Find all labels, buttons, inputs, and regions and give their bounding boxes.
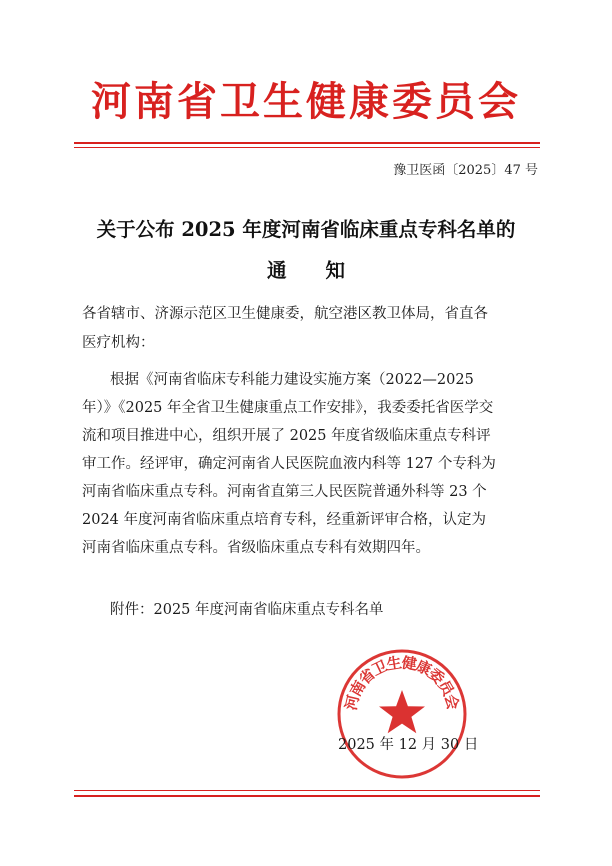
body-line: 河南省临床重点专科。省级临床重点专科有效期四年。 (82, 540, 430, 556)
document-number: 豫卫医函〔2025〕47 号 (393, 163, 538, 178)
body-line: 年）》《2025 年全省卫生健康重点工作安排》，我委委托省医学交 (82, 400, 494, 416)
issue-date: 2025 年 12 月 30 日 (338, 737, 479, 753)
star-icon (379, 690, 425, 733)
letterhead-rule-thin (74, 147, 540, 148)
body-line: 根据《河南省临床专科能力建设实施方案（2022—2025 (110, 372, 474, 388)
document-title-line2: 通 知 (266, 259, 345, 282)
letterhead-rule-thick (74, 142, 540, 144)
addressee-line: 医疗机构： (82, 335, 155, 351)
document-title-line1: 关于公布 2025 年度河南省临床重点专科名单的 (96, 218, 516, 241)
footer-rule-thick (74, 795, 540, 797)
footer-rule-thin (74, 790, 540, 791)
body-line: 2024 年度河南省临床重点培育专科，经重新评审合格，认定为 (82, 512, 487, 528)
body-line: 流和项目推进中心，组织开展了 2025 年度省级临床重点专科评 (82, 428, 491, 444)
addressee-line: 各省辖市、济源示范区卫生健康委，航空港区教卫体局，省直各 (82, 306, 488, 322)
body-line: 河南省临床重点专科。河南省直第三人民医院普通外科等 23 个 (82, 484, 487, 500)
body-line: 审工作。经评审，确定河南省人民医院血液内科等 127 个专科为 (82, 456, 496, 472)
seal-text: 河南省卫生健康委员会 (341, 653, 463, 712)
attachment-note: 附件：2025 年度河南省临床重点专科名单 (110, 602, 384, 618)
agency-letterhead: 河南省卫生健康委员会 (91, 79, 521, 125)
official-seal (336, 648, 468, 780)
